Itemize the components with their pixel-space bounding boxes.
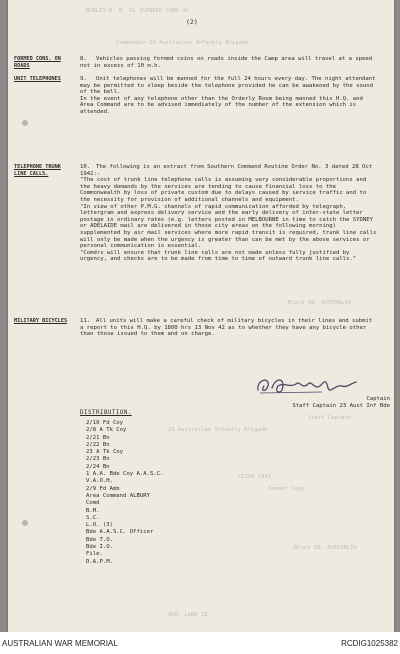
margin-heading: FORMED CONS. ON ROADS [14, 56, 61, 69]
bleed-through-text: 23 Australian Infantry Brigade [168, 427, 268, 433]
margin-heading: MILITARY BICYCLES [14, 318, 68, 324]
signatory-rank: Captain [366, 396, 390, 402]
distribution-item: 2/23 Bn [86, 456, 110, 463]
distribution-item: D.A.P.M. [86, 558, 113, 565]
bleed-through-text: Commandin 23 Australian Infantry Brigade [116, 40, 249, 46]
paragraph-8 [80, 56, 378, 69]
distribution-heading: DISTRIBUTION. [80, 410, 132, 416]
handwritten-signature [252, 372, 362, 398]
paragraph-9 [80, 76, 378, 116]
punch-hole [22, 120, 28, 126]
paragraph-number: 8. [80, 56, 87, 62]
bleed-through-text: Staff Captain [308, 415, 352, 421]
distribution-item: V.A.O.H. [86, 478, 113, 485]
bleed-through-text: Block 50. AUSTRALIA [288, 300, 351, 306]
distribution-item: Bde I.O. [86, 544, 113, 551]
punch-hole [22, 520, 28, 526]
paragraph-10 [80, 164, 378, 263]
distribution-item: 2/9 Fd Amb [86, 485, 120, 492]
distribution-item: 2/10 Fd Coy [86, 420, 124, 426]
distribution-item: Bde T.O. [86, 536, 113, 543]
paragraph-text: Unit telephones will be manned for the full 24 hours every day. The night attendant may be permitted to sleep beside the telephone provided he can be awakened by the sound of the bell. In the event of any telephone other than the Orderly Room being manned this H.Q. and Area Command are to be advised immediately of the number of the extension which is attended. [80, 76, 376, 115]
distribution-item: S.C. [86, 514, 100, 521]
distribution-item: 1 A.A. Bde Coy A.A.S.C. [86, 471, 164, 478]
bleed-through-text: Block 60. AUSTRALIA [294, 545, 357, 551]
distribution-item: 2/21 Bn [86, 434, 110, 441]
archive-name: AUSTRALIAN WAR MEMORIAL [2, 638, 118, 648]
bleed-through-text: Sender Copy [268, 486, 305, 492]
page-number: (2) [186, 18, 198, 26]
bleed-through-text: BURLEY R. R. OL 3GENDED COHD OL [86, 8, 189, 14]
paragraph-text: All units will make a careful check of military bicycles in their lines and submit a report to this H.Q. by 1800 hrs 13 Nov 42 as to whether they have any bicycle other than those issued to them and on charge. [80, 318, 376, 338]
distribution-item: B.M. [86, 507, 100, 514]
paragraph-text: Vehicles passing formed coins on roads inside the Camp area will travel at a speed not in excess of 10 m.h. [80, 56, 376, 69]
record-id: RCDIG1025382 [341, 638, 398, 648]
paragraph-11 [80, 318, 378, 338]
distribution-item: L.O. (3) [86, 522, 113, 529]
distribution-item: 2/8 A Tk Coy [86, 427, 127, 434]
margin-heading: UNIT TELEPHONES [14, 76, 61, 82]
distribution-item: 23 A Tk Coy [86, 449, 124, 456]
document-page [8, 0, 394, 632]
distribution-item: Area Command ALBURY [86, 492, 150, 499]
bleed-through-text: LEIGH 1942 [238, 474, 272, 480]
distribution-item: Bde A.A.S.C. Officer [86, 529, 154, 536]
distribution-item: 2/22 Bn [86, 441, 110, 448]
paragraph-number: 9. [80, 76, 87, 82]
distribution-list [86, 420, 163, 566]
signatory-title: Staff Captain 23 Aust Inf Bde [292, 403, 390, 409]
paragraph-number: 10. [80, 164, 91, 170]
margin-heading: TELEPHONE TRUNK LINE CALLS. [14, 164, 61, 177]
bleed-through-text: AGR. LAND 23 [168, 612, 208, 618]
paragraph-text: The following is an extract from Southern Command Routine Order No. 3 dated 28 Oct 1942:- "The cost of trunk line telephone calls is assuming very considerable proportions and the heavy demands by the services are tending to cause financial loss to the Commonwealth by loss of private custom due to delays caused by service traffic and to the necessity for provision of additional channels and equipment. "In view of other P.M.G. channels of rapid communication afforded by telegraph, lettergram and express delivery service and the early delivery of inter-state letter postage in ordinary rates (e.g. letters posted in MELBOURNE in time to catch the SYDNEY or ADELAIDE mail are delivered in those city areas on the following morning) supplemented by air mail services where more rapid transit is required, trunk line calls will only be made when the urgency is greater than can be met by the above services or personal communication is essential. "Comdrs will ensure that trunk line calls are not made unless fully justified by urgency, and checks are to be made from time to time of outward trunk line calls." [80, 164, 377, 263]
distribution-item: 2/24 Bn [86, 463, 110, 470]
distribution-item: Comd [86, 500, 100, 507]
distribution-item: File. [86, 551, 103, 558]
archive-footer [0, 632, 400, 654]
paragraph-number: 11. [80, 318, 91, 324]
